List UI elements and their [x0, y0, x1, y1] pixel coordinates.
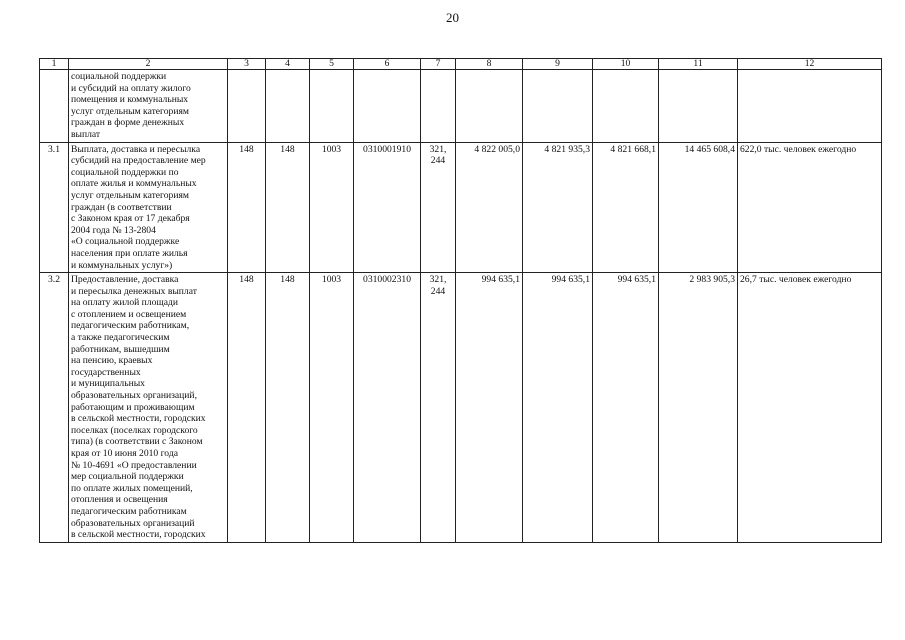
description-line: педагогическим работникам,: [71, 320, 190, 332]
cell-col3: 148: [228, 273, 266, 543]
budget-table: [39, 58, 882, 543]
description-line: типа) (в соответствии с Законом: [71, 436, 203, 448]
table-row: [40, 142, 882, 273]
cell-col9: [523, 70, 593, 143]
cell-col7: [421, 70, 456, 143]
page-number: 20: [446, 10, 459, 25]
description-line: субсидий на предоставление мер: [71, 155, 206, 167]
column-header: 4: [266, 59, 310, 70]
description-line: и пересылка денежных выплат: [71, 285, 197, 297]
description-line: края от 10 июня 2010 года: [71, 448, 178, 459]
description-line: педагогическим работникам: [71, 505, 187, 517]
description-line: на оплату жилой площади: [71, 297, 179, 309]
cell-col4: 148: [266, 142, 310, 273]
row-description: [69, 273, 228, 543]
description-line: граждан в форме денежных: [71, 117, 185, 129]
cell-col4: [266, 70, 310, 143]
description-line: по оплате жилых помещений,: [71, 482, 193, 494]
description-line: оплате жилья и коммунальных: [71, 178, 197, 190]
cell-col6: 0310002310: [354, 273, 421, 543]
description-line: мер социальной поддержки: [71, 471, 184, 483]
table-row: [40, 70, 882, 143]
column-header: 7: [421, 59, 456, 70]
description-line: Выплата, доставка и пересылка: [71, 143, 201, 155]
cell-col3: 148: [228, 142, 266, 273]
cell-col9: 4 821 935,3: [523, 142, 593, 273]
cell-col5: 1003: [310, 273, 354, 543]
table-body: [40, 59, 882, 543]
column-header: 10: [593, 59, 659, 70]
description-line: а также педагогическим: [71, 332, 170, 344]
cell-col10: 994 635,1: [593, 273, 659, 543]
cell-col11: 14 465 608,4: [659, 142, 738, 273]
description-line: образовательных организаций: [71, 517, 195, 529]
description-line: на пенсию, краевых: [71, 355, 153, 367]
cell-col5: [310, 70, 354, 143]
cell-col8: [456, 70, 523, 143]
description-line: услуг отдельным категориям: [71, 189, 189, 201]
description-line: выплат: [71, 128, 101, 140]
column-header: 11: [659, 59, 738, 70]
row-number: [40, 70, 69, 143]
cell-col11: [659, 70, 738, 143]
description-line: с отоплением и освещением: [71, 308, 187, 320]
description-line: социальной поддержки: [71, 71, 167, 82]
description-line: 2004 года № 13-2804: [71, 224, 156, 236]
cell-col8: 994 635,1: [456, 273, 523, 543]
cell-col8: 4 822 005,0: [456, 142, 523, 273]
row-description: [69, 142, 228, 273]
row-number: 3.1: [40, 142, 69, 273]
description-line: услуг отдельным категориям: [71, 105, 189, 117]
description-line: граждан (в соответствии: [71, 201, 172, 213]
description-line: помещения и коммунальных: [71, 94, 189, 106]
column-header: 6: [354, 59, 421, 70]
cell-col7: 321, 244: [421, 273, 456, 543]
column-header: 2: [69, 59, 228, 70]
description-line: с Законом края от 17 декабря: [71, 213, 190, 225]
cell-col12: 26,7 тыс. человек ежегодно: [738, 273, 882, 543]
description-line: в сельской местности, городских: [71, 413, 206, 425]
description-line: в сельской местности, городских: [71, 529, 206, 541]
description-line: работникам, вышедшим: [71, 343, 170, 355]
cell-col3: [228, 70, 266, 143]
column-header: 9: [523, 59, 593, 70]
table-row: [40, 273, 882, 543]
description-line: «О социальной поддержке: [71, 236, 180, 248]
cell-col6: [354, 70, 421, 143]
header-row: [40, 59, 882, 70]
description-line: и коммунальных услуг»): [71, 259, 173, 271]
cell-col12: 622,0 тыс. человек ежегодно: [738, 142, 882, 273]
description-line: № 10-4691 «О предоставлении: [71, 459, 197, 471]
column-header: 5: [310, 59, 354, 70]
cell-col4: 148: [266, 273, 310, 543]
column-header: 8: [456, 59, 523, 70]
description-line: государственных: [71, 366, 141, 378]
description-line: Предоставление, доставка: [71, 274, 179, 286]
description-line: населения при оплате жилья: [71, 247, 188, 259]
description-line: и субсидий на оплату жилого: [71, 82, 191, 94]
column-header: 3: [228, 59, 266, 70]
cell-col10: [593, 70, 659, 143]
description-line: отопления и освещения: [71, 494, 168, 506]
row-description: [69, 70, 228, 143]
column-header: 12: [738, 59, 882, 70]
description-line: поселках (поселках городского: [71, 424, 198, 436]
cell-col11: 2 983 905,3: [659, 273, 738, 543]
cell-col5: 1003: [310, 142, 354, 273]
cell-col6: 0310001910: [354, 142, 421, 273]
description-line: образовательных организаций,: [71, 390, 197, 402]
description-line: работающим и проживающим: [71, 401, 195, 413]
cell-col10: 4 821 668,1: [593, 142, 659, 273]
cell-col7: 321, 244: [421, 142, 456, 273]
column-header: 1: [40, 59, 69, 70]
description-line: и муниципальных: [71, 378, 145, 390]
cell-col12: [738, 70, 882, 143]
row-number: 3.2: [40, 273, 69, 543]
description-line: социальной поддержки по: [71, 166, 179, 178]
cell-col9: 994 635,1: [523, 273, 593, 543]
